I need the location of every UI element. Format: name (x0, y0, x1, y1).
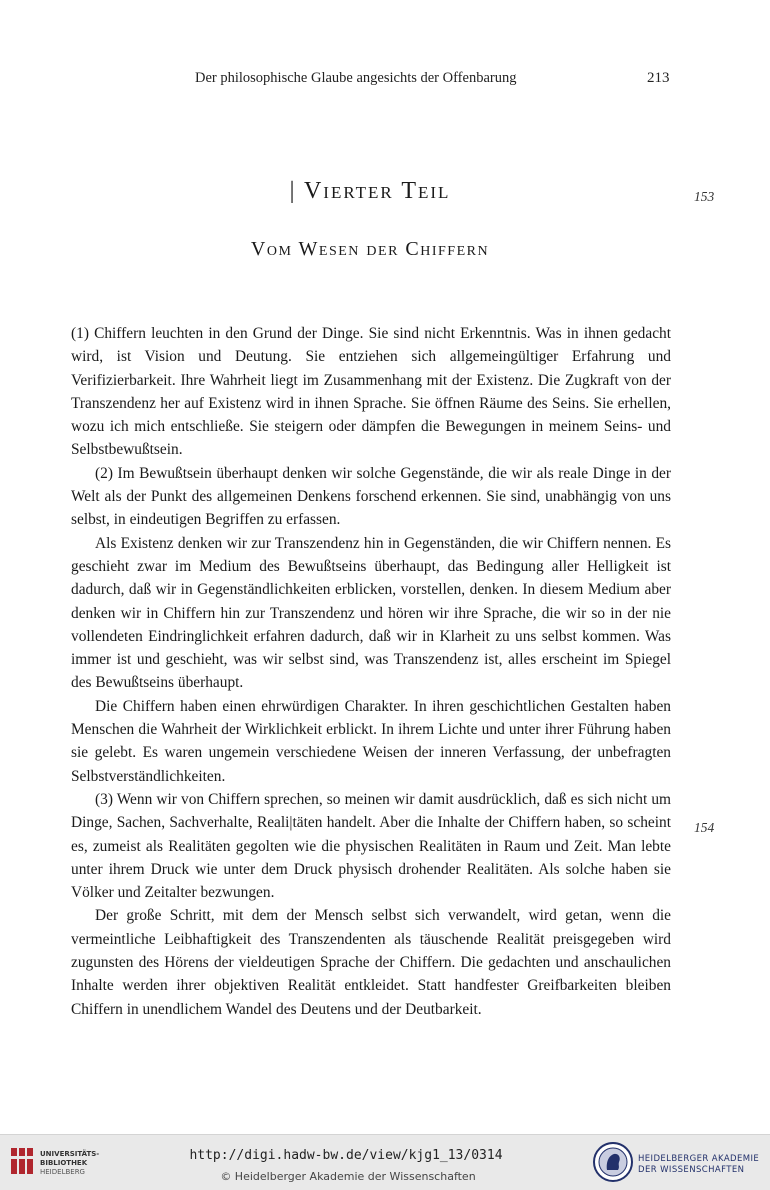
ub-logo-line1: UNIVERSITÄTS- (40, 1150, 100, 1158)
ub-logo-line3: HEIDELBERG (40, 1168, 85, 1176)
footer-bar (0, 1134, 770, 1190)
margin-ref-154: 154 (694, 820, 715, 835)
paragraph-6: Der große Schritt, mit dem der Mensch selbst sich verwandelt, wird getan, wenn die vermeintliche Leibhaftigkeit des Transzendenten als täuschende Realität preisgegeben wird zugunsten des Hörens der vieldeutigen Sprache der Chiffern. Die gedachten und anschaulichen Inhalte werden ihrer objektiven Realität entkleidet. Statt handfester Greifbarkeiten bleiben Chiffern in unendlichem Wandel des Deutens und der Deutbarkeit. (71, 907, 671, 1018)
hadw-logo-line1: HEIDELBERGER AKADEMIE (638, 1154, 760, 1164)
hadw-logo-line2: DER WISSENSCHAFTEN (638, 1165, 745, 1175)
paragraph-5: (3) Wenn wir von Chiffern sprechen, so meinen wir damit ausdrücklich, daß es sich nicht um Dinge, Sachen, Sachverhalte, Reali|täten handelt. Aber die Inhalte der Chiffern haben, so scheint es, zumeist als Realitäten gegolten wie die physischen Realitäten in Raum und Zeit. Man lebte unter ihrem Druck wie unter dem Druck physisch drohender Realitäten. Als solche haben sie Völker und Zeitalter bezwungen. (71, 790, 671, 902)
part-title: | Vierter Teil (289, 178, 451, 204)
margin-ref-153: 153 (694, 189, 715, 204)
chapter-title: Vom Wesen der Chiffern (250, 238, 490, 260)
page-number: 213 (647, 70, 670, 86)
paragraph-2: (2) Im Bewußtsein überhaupt denken wir solche Gegenstände, die wir als reale Dinge in der Welt als der Punkt des allgemeinen Denkens forschend erkennen. Sie sind, unabhängig von uns selbst, in eindeutigen Begriffen zu erfassen. (71, 464, 671, 529)
hadw-logo[interactable] (592, 1141, 762, 1183)
paragraph-4: Die Chiffern haben einen ehrwürdigen Charakter. In ihren geschichtlichen Gestalten haben Menschen die Wahrheit der Wirklichkeit erblickt. In ihrem Lichte und unter ihrer Führung haben sie gelebt. Es waren ungemein verschiedene Weisen der inneren Verfassung, der unbefragten Selbstverständlichkeiten. (71, 697, 671, 785)
paragraph-1: (1) Chiffern leuchten in den Grund der Dinge. Sie sind nicht Erkenntnis. Was in ihnen gedacht wird, ist Vision und Deutung. Sie entziehen sich allgemeingültiger Erfahrung und Verifizierbarkeit. Ihre Wahrheit liegt im Zusammenhang mit der Existenz. Die Zugkraft von der Transzendenz her auf Existenz wird in ihnen Sprache. Sie öffnen Räume des Seins. Sie erhellen, wozu ich mich entschließe. Sie steigern oder dämpfen die Bewegungen in meinem Seins- und Selbstbewußtsein. (71, 325, 671, 459)
hadw-seal-icon (592, 1141, 634, 1183)
source-url[interactable]: http://digi.hadw-bw.de/view/kjg1_13/0314 (189, 1148, 503, 1163)
copyright-notice: © Heidelberger Akademie der Wissenschaften (220, 1170, 476, 1183)
paragraph-3: Als Existenz denken wir zur Transzendenz hin in Gegenständen, die wir Chiffern nennen. Es geschieht zwar im Medium des Bewußtseins überhaupt, das Bedingung aller Helligkeit ist dadurch, daß wir in Gegenständlichkeiten erblicken, vorstellen, denken. In diesem Medium aber denken wir in Chiffern hin zur Transzendenz und hören wir ihre Sprache, die wir so in der nie vollendeten Eindringlichkeit erfahren dadurch, daß wir in Klarheit zu uns selbst kommen. Was immer ist und geschieht, was wir selbst sind, was Transzendenz ist, alles erscheint im Spiegel des Bewußtseins überhaupt. (71, 534, 671, 692)
ub-logo-line2: BIBLIOTHEK (40, 1159, 88, 1167)
running-head: Der philosophische Glaube angesichts der Offenbarung (195, 70, 517, 86)
body-text (71, 322, 671, 1021)
